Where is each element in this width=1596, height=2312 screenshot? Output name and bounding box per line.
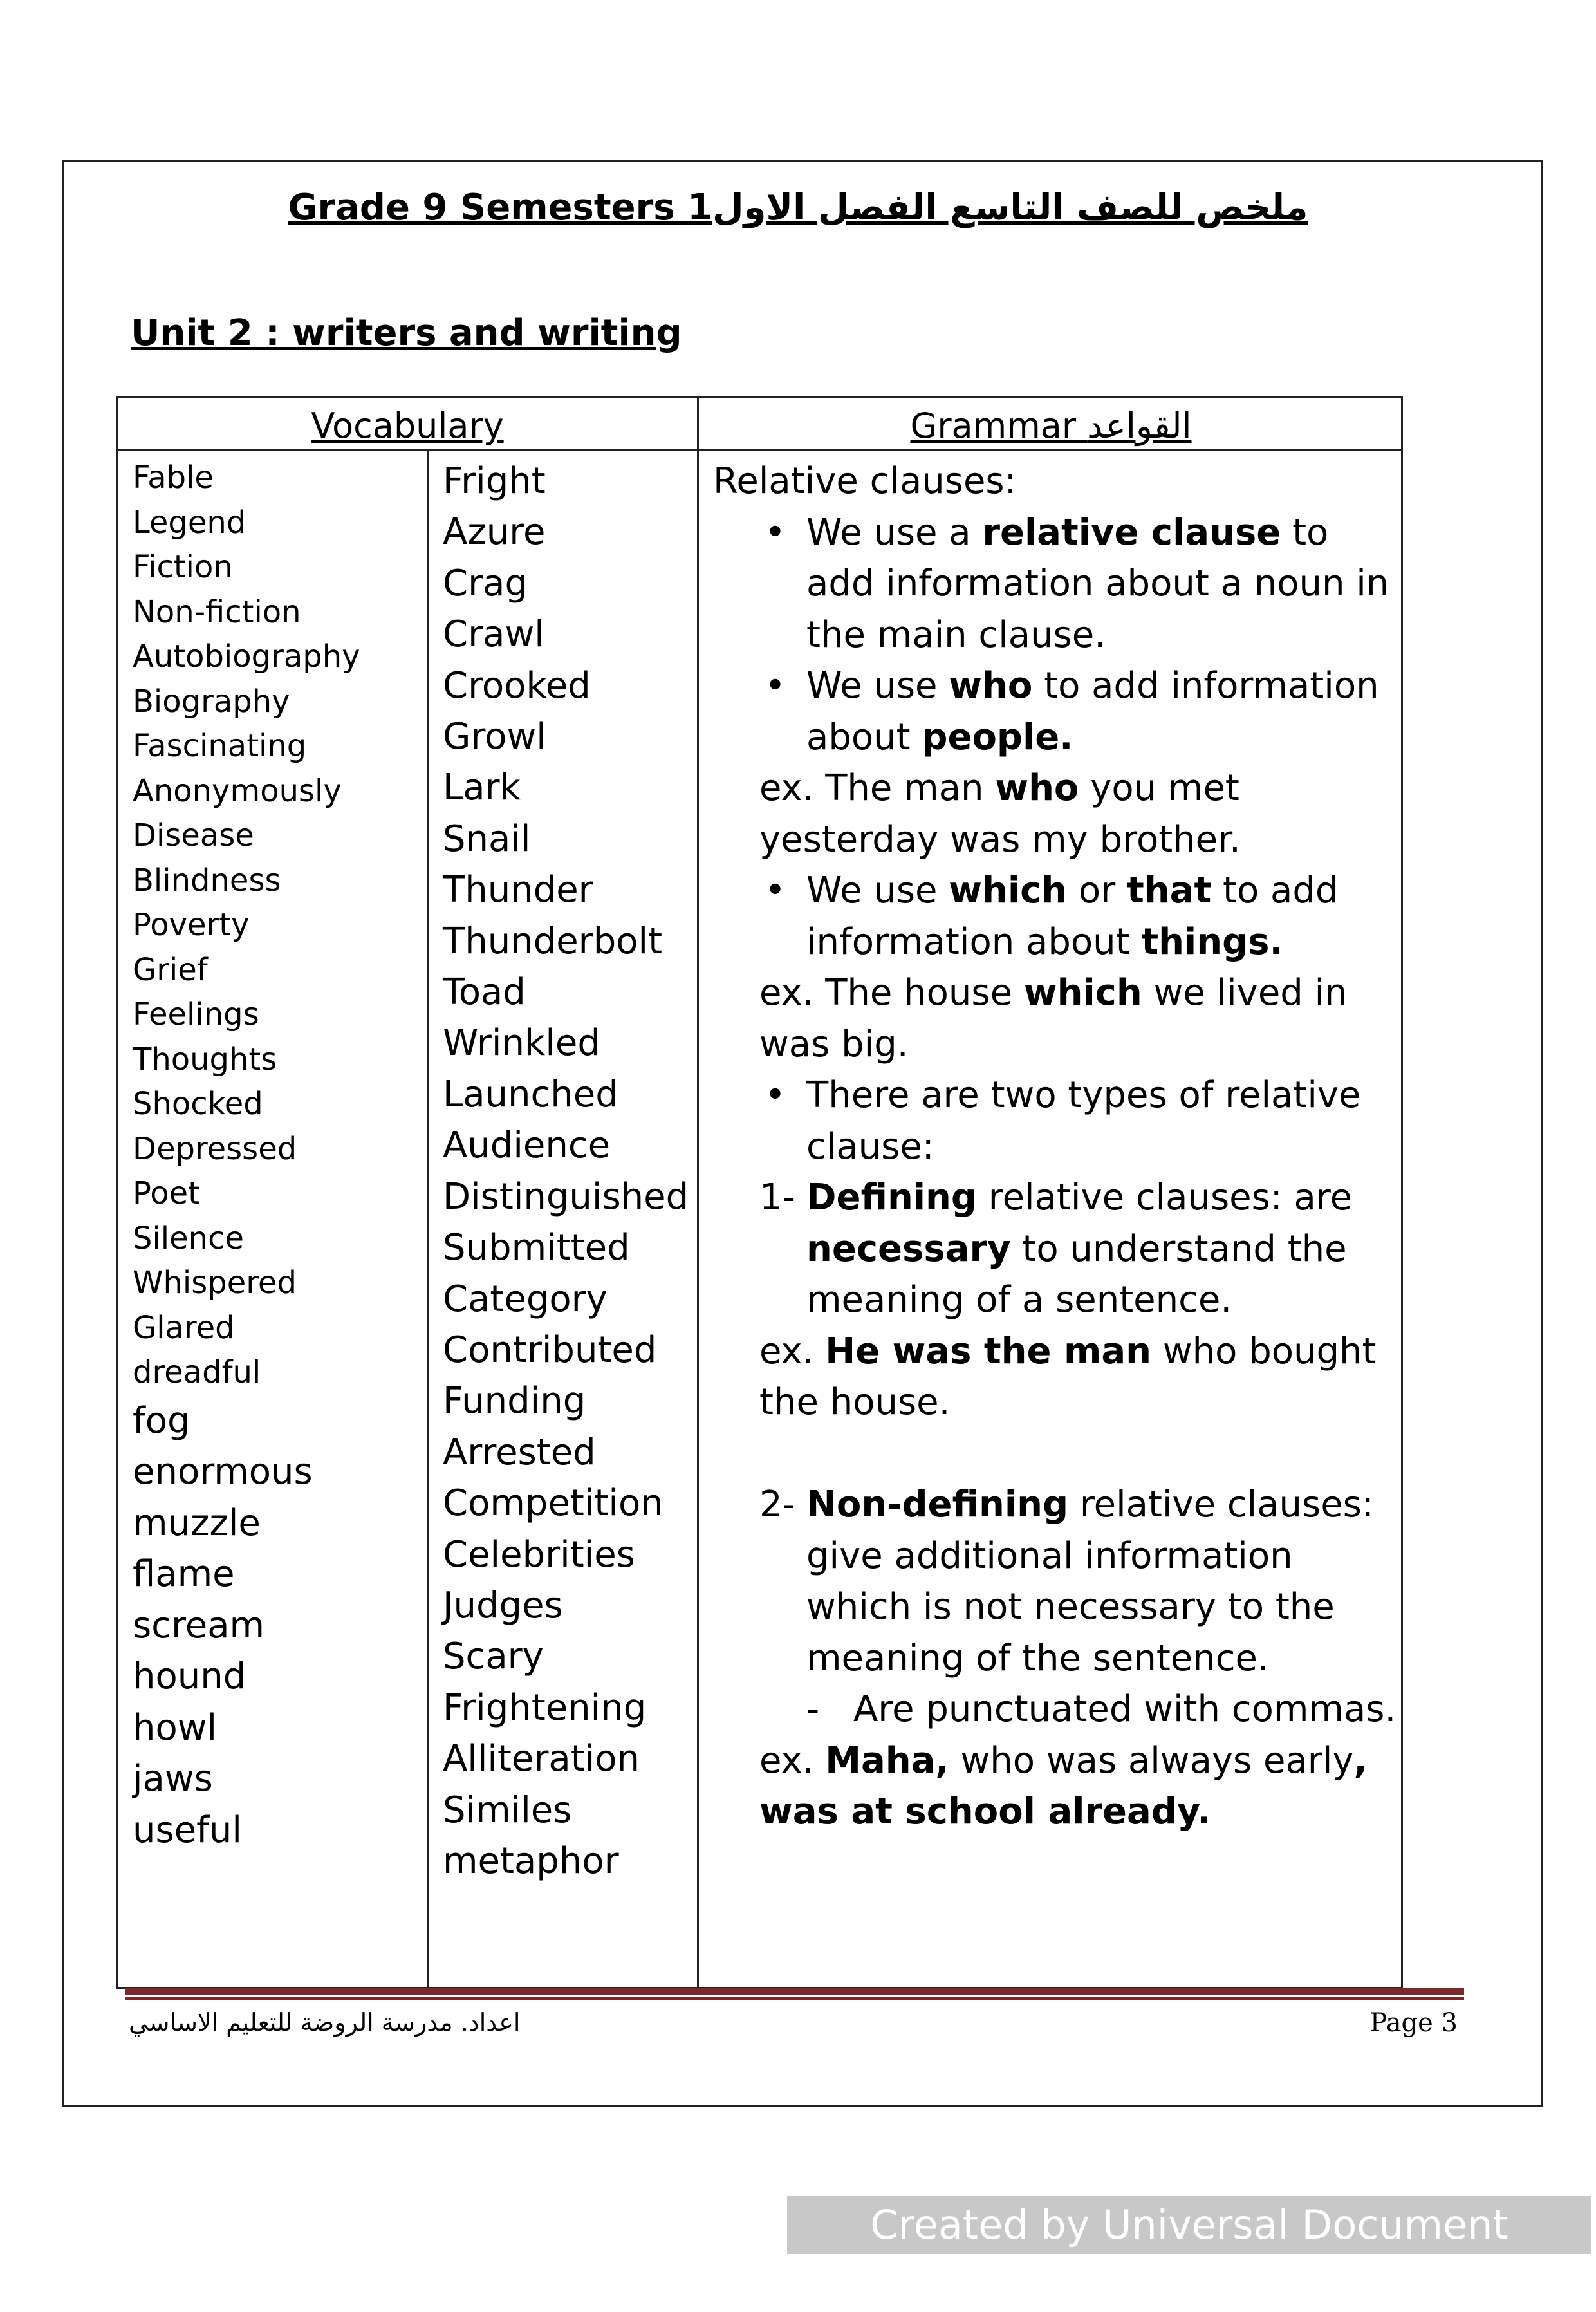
vocab-word: Autobiography	[133, 639, 360, 675]
vocab-word: Frightening	[443, 1686, 647, 1729]
vocab-word: metaphor	[443, 1840, 619, 1882]
vocab-word: Disease	[133, 817, 254, 853]
vocab-word: Category	[443, 1278, 608, 1320]
vocab-word: dreadful	[133, 1354, 261, 1390]
bullet-dot-icon: •	[765, 665, 786, 707]
vocab-word: Whispered	[133, 1265, 297, 1301]
vocab-word: Alliteration	[443, 1738, 640, 1780]
footer-rule	[125, 1997, 1464, 2000]
vocab-word: Growl	[443, 716, 546, 758]
grammar-header: Grammar القواعد	[910, 406, 1192, 446]
vocab-word: Grief	[133, 951, 208, 988]
grammar-bullet: • We use a relative clause to add information about a noun in the main clause.	[713, 507, 1398, 661]
vocab-word: Similes	[443, 1789, 572, 1831]
vocab-word: Snail	[443, 817, 531, 860]
grammar-numbered-item: 2- Non-defining relative clauses: give additional information which is not necessary to the meaning of the sentence.	[759, 1484, 1374, 1679]
vocabulary-list-2	[443, 456, 694, 1887]
vocab-grammar-table	[116, 396, 1403, 1989]
vocabulary-header: Vocabulary	[311, 406, 504, 446]
grammar-bullet: • We use which or that to add information about things.	[713, 865, 1398, 967]
bullet-dot-icon: •	[765, 870, 786, 911]
vocab-word: Azure	[443, 511, 546, 554]
grammar-example: ex. The house which we lived in was big.	[759, 972, 1348, 1065]
vocab-word: Contributed	[443, 1328, 657, 1371]
grammar-column-divider	[697, 398, 699, 1987]
vocab-word: Arrested	[443, 1431, 596, 1473]
converter-banner: Created by Universal Document Converter	[787, 2196, 1591, 2254]
grammar-heading: Relative clauses:	[713, 460, 1017, 502]
footer-school-name: اعداد. مدرسة الروضة للتعليم الاساسي	[129, 2008, 521, 2037]
grammar-bullet: • There are two types of relative clause:	[713, 1070, 1398, 1172]
grammar-bullet: • We use who to add information about people.	[713, 660, 1398, 763]
vocab-word: Anonymously	[133, 772, 342, 809]
grammar-example: ex. The man who you met yesterday was my brother.	[759, 767, 1241, 861]
vocab-word: Crooked	[443, 664, 591, 707]
vocab-word: muzzle	[133, 1502, 261, 1544]
vocab-word: Depressed	[133, 1130, 297, 1167]
vocab-word: Non-fiction	[133, 593, 301, 630]
vocab-word: Thunder	[443, 869, 593, 911]
vocab-word: Thunderbolt	[443, 920, 663, 962]
vocab-word: flame	[133, 1553, 235, 1595]
bullet-dot-icon: •	[765, 1074, 786, 1116]
vocab-word: Thoughts	[133, 1041, 277, 1077]
vocab-word: Launched	[443, 1073, 618, 1115]
vocab-word: Scary	[443, 1636, 544, 1678]
vocab-word: Poet	[133, 1175, 200, 1211]
spacer	[713, 1428, 1398, 1480]
vocab-word: Crag	[443, 562, 528, 604]
vocab-word: Fright	[443, 460, 546, 502]
vocab-word: Judges	[443, 1584, 563, 1627]
vocab-word: scream	[133, 1604, 265, 1646]
vocab-word: Wrinkled	[443, 1022, 600, 1065]
header-divider	[118, 449, 1401, 451]
vocab-word: Fascinating	[133, 728, 307, 764]
vocab-word: hound	[133, 1655, 246, 1697]
page-number: Page 3	[1369, 2008, 1458, 2038]
grammar-dash-item: - Are punctuated with commas.	[806, 1688, 1396, 1730]
vocab-word: Distinguished	[443, 1175, 689, 1218]
vocab-word: Celebrities	[443, 1533, 635, 1576]
vocab-word: Silence	[133, 1220, 245, 1256]
vocab-word: Poverty	[133, 907, 250, 943]
bullet-dot-icon: •	[765, 511, 786, 554]
vocab-word: howl	[133, 1706, 218, 1749]
vocab-word: Crawl	[443, 613, 544, 656]
vocab-word: Legend	[133, 504, 246, 541]
vocab-word: Funding	[443, 1380, 586, 1422]
vocab-word: Glared	[133, 1309, 235, 1346]
vocab-word: enormous	[133, 1451, 313, 1493]
vocab-word: Biography	[133, 683, 290, 720]
vocab-word: Blindness	[133, 862, 281, 899]
document-title: Grade 9 Semesters 1ملخص للصف التاسع الفصل الاول	[288, 187, 1308, 228]
vocab-word: jaws	[133, 1758, 213, 1800]
vocab-word: Audience	[443, 1124, 611, 1167]
vocab-word: Submitted	[443, 1227, 630, 1269]
vocab-word: Toad	[443, 971, 526, 1014]
grammar-example: ex. Maha, who was always early, was at school already.	[759, 1739, 1368, 1832]
vocabulary-list-1	[133, 456, 422, 1856]
unit-heading: Unit 2 : writers and writing	[131, 312, 682, 354]
vocab-word: Competition	[443, 1482, 663, 1525]
vocab-word: Fiction	[133, 549, 233, 585]
grammar-example: ex. He was the man who bought the house.	[759, 1330, 1377, 1423]
vocab-word: Feelings	[133, 996, 259, 1032]
vocab-word: Shocked	[133, 1086, 263, 1122]
grammar-numbered-item: 1- Defining relative clauses: are necessary to understand the meaning of a sentence.	[759, 1177, 1353, 1321]
vocab-word: Fable	[133, 460, 214, 496]
vocab-word: fog	[133, 1399, 190, 1442]
grammar-notes	[713, 456, 1398, 1838]
vocab-word: useful	[133, 1809, 242, 1851]
vocab-word: Lark	[443, 767, 521, 809]
footer-rule	[125, 1988, 1464, 1995]
vocab-column-divider	[427, 451, 429, 1987]
